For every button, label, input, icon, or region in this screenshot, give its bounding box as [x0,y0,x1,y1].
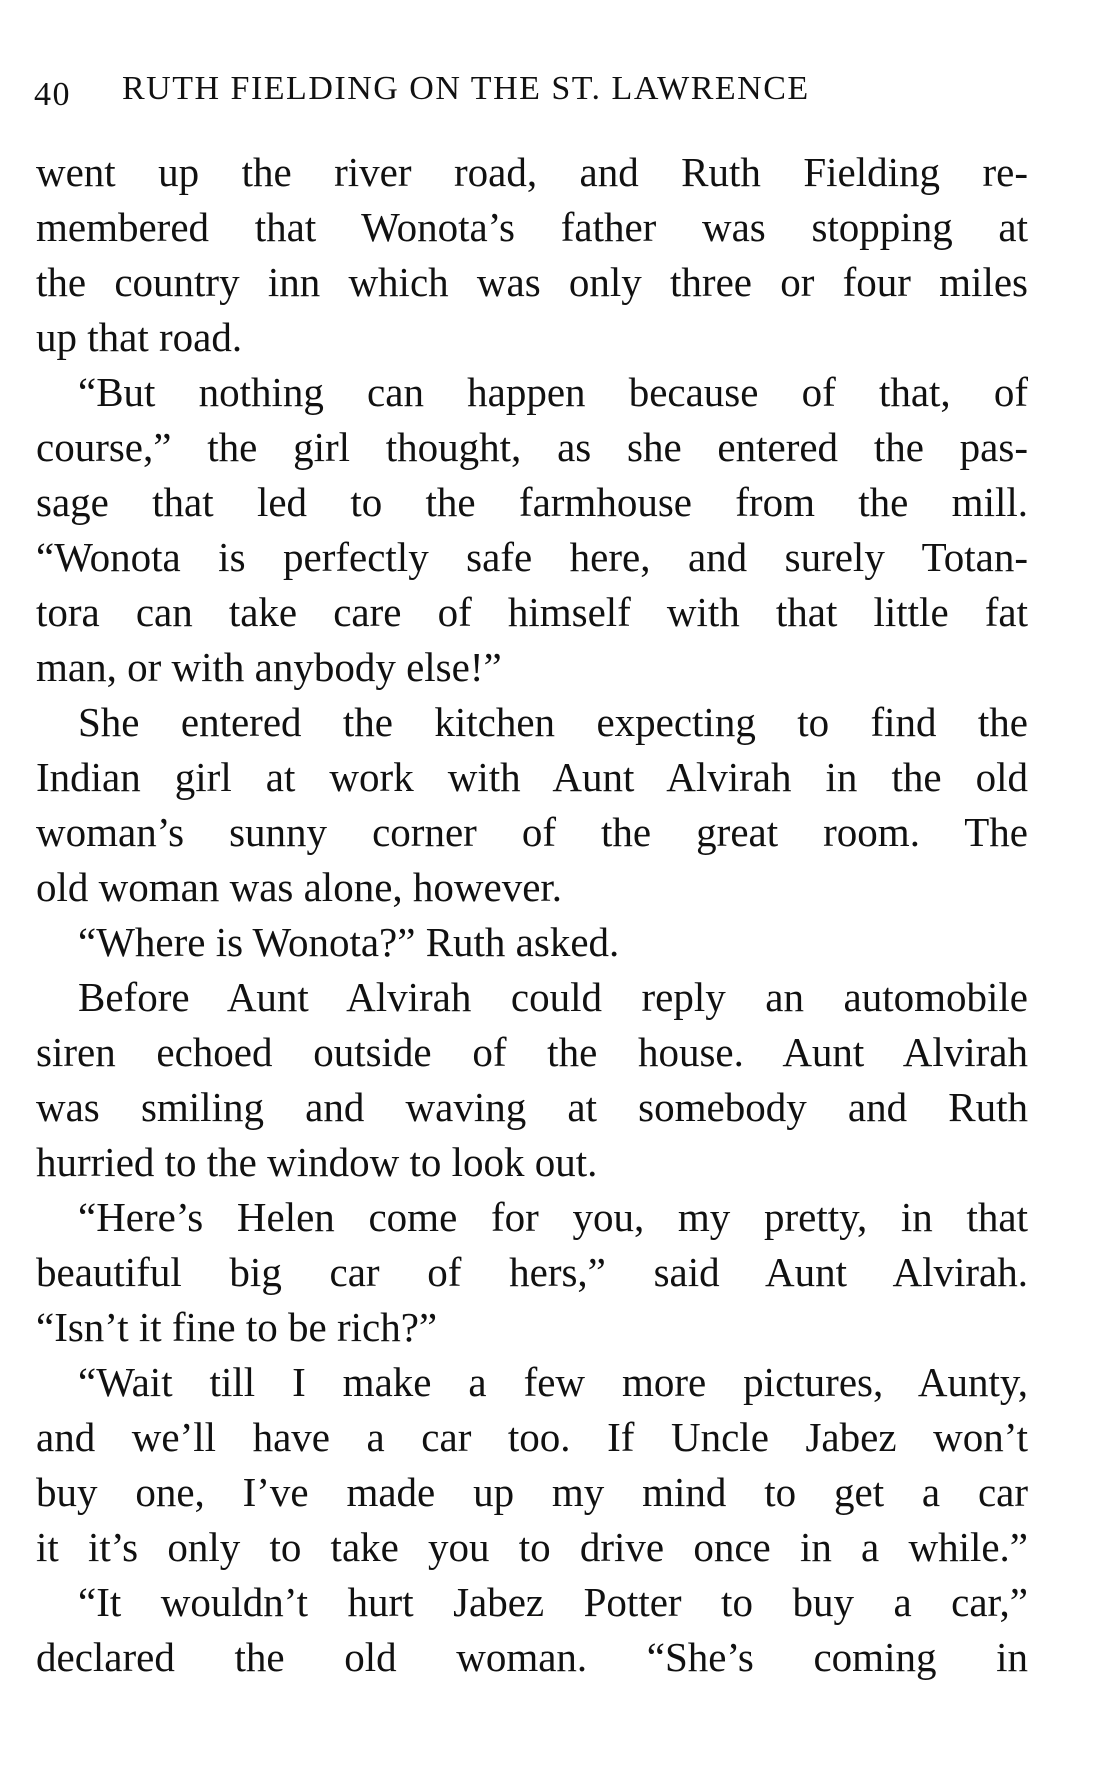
text-line: went up the river road, and Ruth Fielding re- [36,149,1028,195]
text-line: hurried to the window to look out. [36,1139,598,1185]
running-head [34,66,1034,116]
text-line: membered that Wonota’s father was stopping at [36,204,1028,250]
text-line: beautiful big car of hers,” said Aunt Alvirah. [36,1249,1028,1295]
text-line: Indian girl at work with Aunt Alvirah in the old [36,754,1028,800]
text-line: woman’s sunny corner of the great room. The [36,809,1028,855]
text-line: man, or with anybody else!” [36,644,502,690]
text-line: She entered the kitchen expecting to find the [78,699,1028,745]
text-line: “But nothing can happen because of that, of [78,369,1028,415]
text-line: “Here’s Helen come for you, my pretty, in that [78,1194,1028,1240]
body-text [36,145,1028,1685]
text-line: up that road. [36,314,243,360]
text-line: course,” the girl thought, as she entered the pas- [36,424,1028,470]
page-number: 40 [34,76,71,113]
text-line: “Wait till I make a few more pictures, Aunty, [78,1359,1028,1405]
text-line: “Isn’t it fine to be rich?” [36,1304,438,1350]
text-line: the country inn which was only three or four miles [36,259,1028,305]
text-line: it it’s only to take you to drive once in a while.” [36,1524,1028,1570]
text-line: “Where is Wonota?” Ruth asked. [78,919,620,965]
text-line: buy one, I’ve made up my mind to get a car [36,1469,1028,1515]
text-line: was smiling and waving at somebody and Ruth [36,1084,1028,1130]
text-line: “Wonota is perfectly safe here, and surely Totan- [36,534,1028,580]
text-line: tora can take care of himself with that little fat [36,589,1028,635]
text-line: old woman was alone, however. [36,864,563,910]
text-line: “It wouldn’t hurt Jabez Potter to buy a car,” [78,1579,1028,1625]
book-title: RUTH FIELDING ON THE ST. LAWRENCE [122,70,810,107]
text-line: sage that led to the farmhouse from the mill. [36,479,1028,525]
text-line: Before Aunt Alvirah could reply an automobile [78,974,1028,1020]
text-line: declared the old woman. “She’s coming in [36,1634,1028,1680]
text-line: siren echoed outside of the house. Aunt Alvirah [36,1029,1028,1075]
text-line: and we’ll have a car too. If Uncle Jabez won’t [36,1414,1028,1460]
